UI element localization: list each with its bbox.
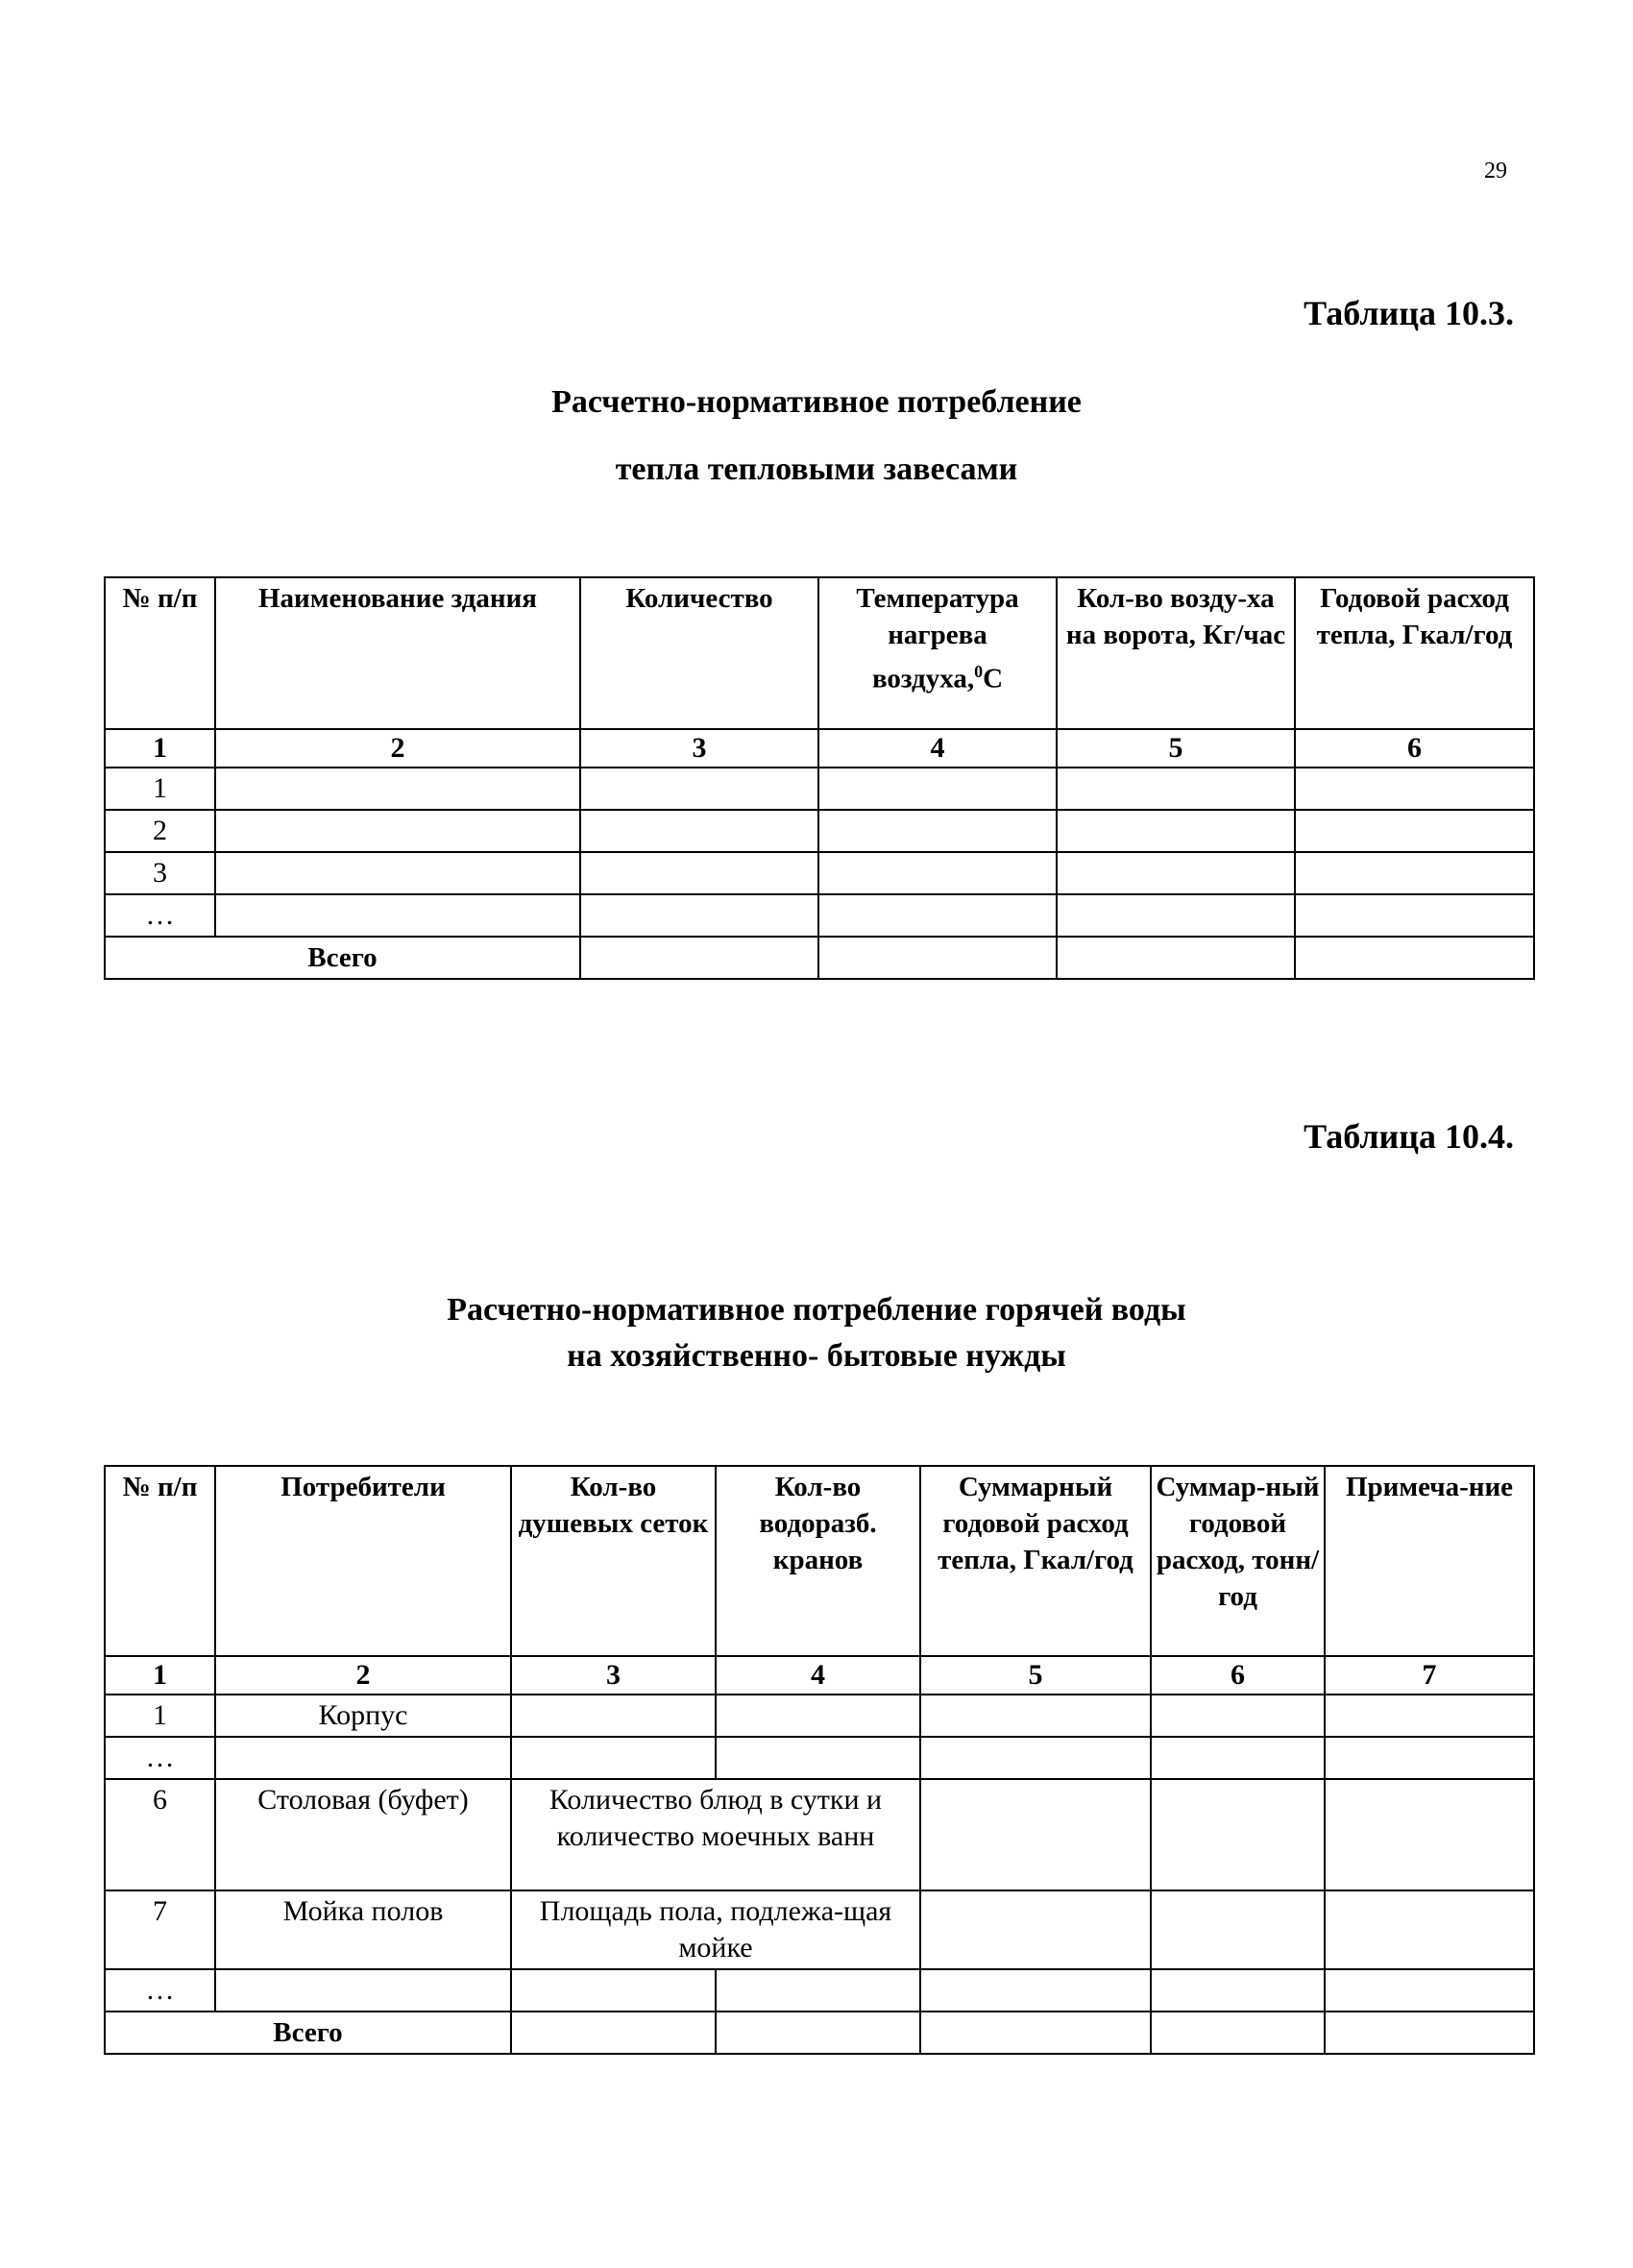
page-number: 29: [1484, 159, 1507, 183]
t2-row-num: …: [105, 1737, 215, 1779]
t1-cell: [580, 937, 818, 979]
t2-row-num: 6: [105, 1779, 215, 1890]
t1-total-label: Всего: [105, 937, 580, 979]
t2-cell: [1151, 1890, 1325, 1969]
table-row: [105, 1969, 1534, 2012]
table1-title-line-1: Расчетно-нормативное потребление: [551, 384, 1082, 420]
t1-cell: [818, 937, 1057, 979]
t2-cell: [920, 1695, 1151, 1737]
t2-cell: [716, 1737, 920, 1779]
table-row: [105, 1890, 1534, 1969]
table-row: [105, 1737, 1534, 1779]
t2-col-number: 5: [920, 1656, 1151, 1695]
t1-col-number: 1: [105, 729, 215, 768]
t2-total-label: Всего: [105, 2012, 511, 2054]
t2-cell: [716, 1695, 920, 1737]
t1-col-number: 3: [580, 729, 818, 768]
t1-cell: [1295, 810, 1534, 852]
t1-cell: [818, 852, 1057, 894]
t1-header-quantity: Количество: [580, 577, 818, 729]
t2-cell: [920, 1737, 1151, 1779]
t2-row-span-note: Количество блюд в сутки и количество моечных ванн: [511, 1779, 920, 1890]
t2-row-span-note: Площадь пола, подлежа-щая мойке: [511, 1890, 920, 1969]
t1-cell: [1057, 768, 1295, 810]
t1-cell: [1295, 852, 1534, 894]
t2-cell: [1325, 1969, 1534, 2012]
t2-cell: [511, 1969, 716, 2012]
t1-cell: [818, 810, 1057, 852]
t1-cell: [1295, 937, 1534, 979]
t2-header-consumers: Потребители: [215, 1466, 511, 1656]
t2-cell: [511, 1737, 716, 1779]
t1-cell: [580, 894, 818, 937]
t1-row-num: 1: [105, 768, 215, 810]
t1-col-number: 6: [1295, 729, 1534, 768]
table-row: [105, 768, 1534, 810]
table-row: [105, 894, 1534, 937]
t2-cell: [920, 1890, 1151, 1969]
t1-col-number: 2: [215, 729, 580, 768]
t2-col-number: 3: [511, 1656, 716, 1695]
t2-row-num: 7: [105, 1890, 215, 1969]
t2-cell: [920, 1779, 1151, 1890]
table-row: [105, 852, 1534, 894]
t1-header-annual-heat: Годовой расход тепла, Гкал/год: [1295, 577, 1534, 729]
t2-header-num: № п/п: [105, 1466, 215, 1656]
t1-header-building: Наименование здания: [215, 577, 580, 729]
t1-cell: [1295, 894, 1534, 937]
t1-col-number: 4: [818, 729, 1057, 768]
table2-title-line-2: на хозяйственно- бытовые нужды: [567, 1338, 1066, 1374]
t2-cell: [1151, 1695, 1325, 1737]
t2-cell: [716, 2012, 920, 2054]
t1-row-num: 3: [105, 852, 215, 894]
t1-cell: [1057, 937, 1295, 979]
t2-header-annual-tons: Суммар-ный годовой расход, тонн/год: [1151, 1466, 1325, 1656]
t2-cell: [215, 1737, 511, 1779]
t2-row-name: Столовая (буфет): [215, 1779, 511, 1890]
t1-cell: [215, 894, 580, 937]
table-total-row: [105, 937, 1534, 979]
t1-cell: [818, 768, 1057, 810]
t1-header-temperature: [818, 577, 1057, 729]
t2-cell: [511, 1695, 716, 1737]
t2-cell: [511, 2012, 716, 2054]
t1-row-num: …: [105, 894, 215, 937]
table-10-3: [104, 576, 1535, 980]
t2-row-num: 1: [105, 1695, 215, 1737]
t1-cell: [215, 768, 580, 810]
t1-cell: [580, 810, 818, 852]
table-label-10-4: Таблица 10.4.: [1304, 1117, 1514, 1156]
t2-col-number: 7: [1325, 1656, 1534, 1695]
table-row: [105, 1779, 1534, 1890]
t2-cell: [1325, 1737, 1534, 1779]
t2-cell: [215, 1969, 511, 2012]
table-row: [105, 810, 1534, 852]
t2-cell: [1151, 1969, 1325, 2012]
t1-cell: [818, 894, 1057, 937]
t1-cell: [1057, 810, 1295, 852]
t2-header-note: Примеча-ние: [1325, 1466, 1534, 1656]
table-10-4: [104, 1465, 1535, 2055]
t2-cell: [920, 2012, 1151, 2054]
t2-cell: [920, 1969, 1151, 2012]
t1-cell: [215, 852, 580, 894]
t1-cell: [580, 768, 818, 810]
t2-header-taps: Кол-во водоразб. кранов: [716, 1466, 920, 1656]
t2-cell: [1325, 1779, 1534, 1890]
t1-header-temperature-unit: С: [983, 663, 1004, 695]
t2-cell: [1151, 1737, 1325, 1779]
t1-row-num: 2: [105, 810, 215, 852]
t2-cell: [1325, 2012, 1534, 2054]
t2-cell: [1151, 1779, 1325, 1890]
t1-cell: [1057, 894, 1295, 937]
t2-cell: [1325, 1890, 1534, 1969]
table2-title-line-1: Расчетно-нормативное потребление горячей воды: [447, 1292, 1186, 1328]
t1-cell: [580, 852, 818, 894]
t2-cell: [1151, 2012, 1325, 2054]
t2-row-name: Корпус: [215, 1695, 511, 1737]
t2-header-annual-heat: Суммарный годовой расход тепла, Гкал/год: [920, 1466, 1151, 1656]
t2-col-number: 4: [716, 1656, 920, 1695]
t1-col-number: 5: [1057, 729, 1295, 768]
t1-cell: [1057, 852, 1295, 894]
t2-cell: [716, 1969, 920, 2012]
t1-cell: [215, 810, 580, 852]
table1-title-line-2: тепла тепловыми завесами: [615, 451, 1018, 487]
t1-header-temperature-text: Температура нагрева воздуха,: [856, 583, 1019, 695]
table-total-row: [105, 2012, 1534, 2054]
degree-superscript: 0: [974, 662, 984, 681]
t1-cell: [1295, 768, 1534, 810]
t1-header-num: № п/п: [105, 577, 215, 729]
table-label-10-3: Таблица 10.3.: [1304, 294, 1514, 332]
t1-header-air-amount: Кол-во возду-ха на ворота, Кг/час: [1057, 577, 1295, 729]
table-row: [105, 1695, 1534, 1737]
t2-row-name: Мойка полов: [215, 1890, 511, 1969]
t2-header-shower-nets: Кол-во душевых сеток: [511, 1466, 716, 1656]
t2-col-number: 2: [215, 1656, 511, 1695]
t2-col-number: 6: [1151, 1656, 1325, 1695]
t2-col-number: 1: [105, 1656, 215, 1695]
t2-row-num: …: [105, 1969, 215, 2012]
t2-cell: [1325, 1695, 1534, 1737]
